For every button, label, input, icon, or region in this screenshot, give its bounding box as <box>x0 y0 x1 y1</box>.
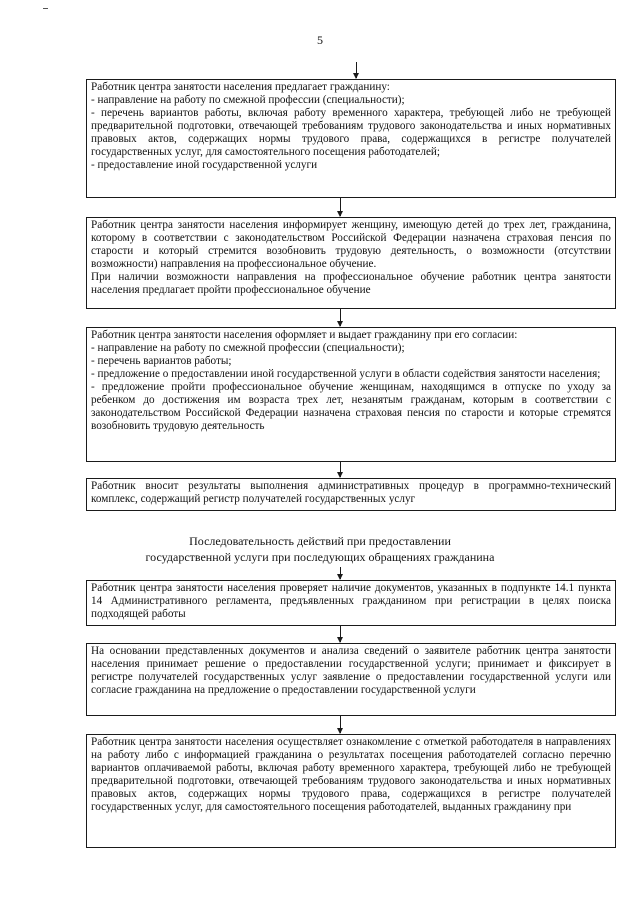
block-review-results-line: Работник центра занятости населения осуществляет ознакомление с отметкой работодателя в направлениях на работу либо с информацией гражданина о результатах посещения работодателей согласно перечню вариантов оплачиваемой работы, включая работу временного характера, требующей либо не требующей предварительной подготовки, отвечающей требованиям трудового законодательства и иных нормативных правовых актов, содержащих нормы трудового права, содержащихся в регистре получателей государственных услуг, для самостоятельного посещения работодателей, выданных гражданину при <box>91 736 611 813</box>
flow-arrow-1 <box>356 62 357 78</box>
block-issue-line: - предложение пройти профессиональное обучение женщинам, находящимся в отпуске по уходу за ребенком до достижения им возраста трех лет, незанятым гражданам, которым в соответствии с законодательством Российской Федерации назначена страховая пенсия по старости и которые стремятся возобновить трудовую деятельность <box>91 381 611 432</box>
block-issue <box>86 327 616 462</box>
block-issue-line: - направление на работу по смежной профессии (специальности); <box>91 342 405 354</box>
block-check-documents <box>86 580 616 626</box>
block-issue-line: - перечень вариантов работы; <box>91 355 232 367</box>
scan-mark <box>43 8 48 9</box>
flow-arrow-2 <box>340 198 341 216</box>
flow-arrow-4 <box>340 462 341 477</box>
section-heading-line-2: государственной услуги при последующих обращениях гражданина <box>145 550 495 564</box>
block-offer-line: - направление на работу по смежной профессии (специальности); <box>91 94 405 106</box>
block-decision-line: На основании представленных документов и анализа сведений о заявителе работник центра занятости населения принимает решение о предоставлении государственной услуги; принимает и фиксирует в регистре получателей государственных услуг заявление о предоставлении государственной услуги или согласие гражданина на предложение о предоставлении государственной услуги <box>91 645 611 696</box>
block-record <box>86 478 616 511</box>
block-offer <box>86 79 616 198</box>
flow-arrow-5 <box>340 567 341 579</box>
flow-arrow-6 <box>340 626 341 642</box>
block-issue-line: - предложение о предоставлении иной государственной услуги в области содействия занятости населения; <box>91 368 601 380</box>
block-issue-line: Работник центра занятости населения оформляет и выдает гражданину при его согласии: <box>91 329 518 341</box>
section-heading <box>0 533 640 565</box>
block-decision <box>86 643 616 716</box>
block-offer-line: - предоставление иной государственной услуги <box>91 159 318 171</box>
flow-arrow-3 <box>340 309 341 326</box>
block-inform <box>86 217 616 309</box>
block-review-results <box>86 734 616 848</box>
block-offer-line: - перечень вариантов работы, включая работу временного характера, требующей либо не требующей предварительной подготовки, отвечающей требованиям трудового законодательства и иных нормативных правовых актов, содержащих нормы трудового права, содержащихся в регистре получателей государственных услуг, для самостоятельного посещения работодателей; <box>91 107 611 158</box>
block-inform-line: При наличии возможности направления на профессиональное обучение работник центра занятости населения предлагает пройти профессиональное обучение <box>91 271 611 296</box>
block-record-line: Работник вносит результаты выполнения административных процедур в программно-технический комплекс, содержащий регистр получателей государственных услуг <box>91 480 611 505</box>
section-heading-line-1: Последовательность действий при предоставлении <box>189 534 451 548</box>
page-number: 5 <box>317 33 323 47</box>
block-offer-line: Работник центра занятости населения предлагает гражданину: <box>91 81 390 93</box>
block-check-documents-line: Работник центра занятости населения проверяет наличие документов, указанных в подпункте 14.1 пункта 14 Административного регламента, предъявленных гражданином при регистрации в целях поиска подходящей работы <box>91 582 611 620</box>
block-inform-line: Работник центра занятости населения информирует женщину, имеющую детей до трех лет, гражданина, которому в соответствии с законодательством Российской Федерации назначена страховая пенсия по старости и который стремится возобновить трудовую деятельность, о возможности (отсутствии возможности) направления на профессиональное обучение. <box>91 219 611 270</box>
flow-arrow-7 <box>340 716 341 733</box>
